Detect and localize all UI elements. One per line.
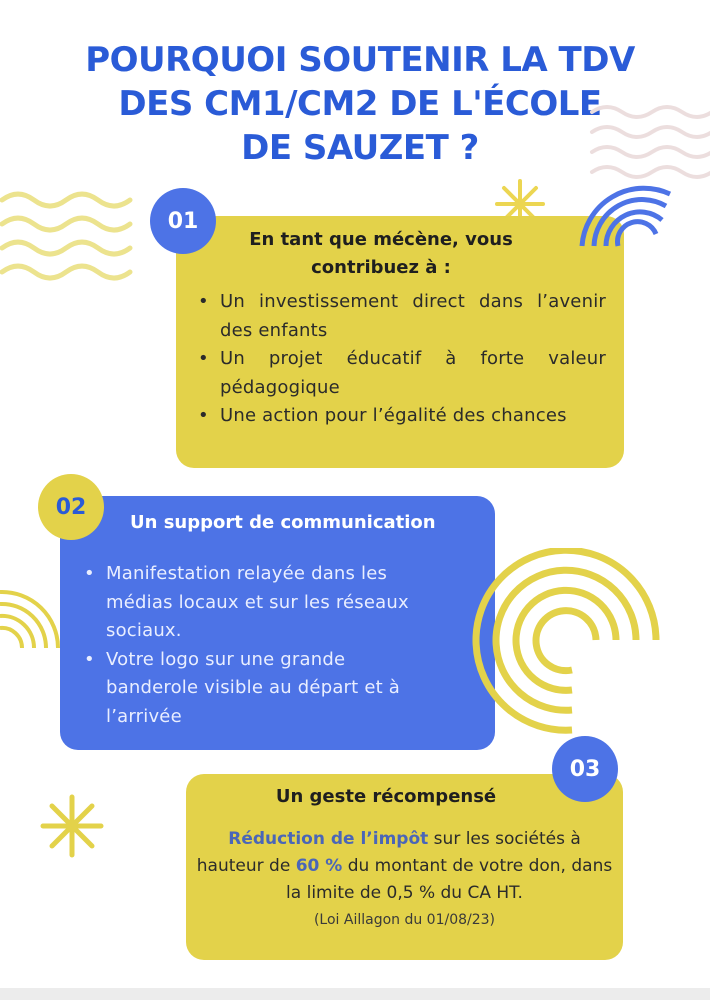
section-3-note: (Loi Aillagon du 01/08/23) <box>313 912 496 928</box>
section-1-list <box>196 288 606 431</box>
section-3-body <box>194 826 615 907</box>
tax-reduction-highlight: Réduction de l’impôt <box>228 829 429 849</box>
section-2-list <box>82 560 442 731</box>
list-item: • Votre logo sur une grande banderole visible au départ et à l’arrivée <box>82 646 442 732</box>
concentric-arcs-icon <box>0 588 62 650</box>
list-item: • Un investissement direct dans l’avenir des enfants <box>196 288 606 345</box>
title-line-3: DE SAUZET ? <box>241 128 479 168</box>
section-1-badge: 01 <box>150 188 216 254</box>
asterisk-icon <box>40 794 104 858</box>
title-line-1: POURQUOI SOUTENIR LA TDV <box>85 40 635 80</box>
wave-lines-icon <box>0 184 140 284</box>
section-1-title: En tant que mécène, vous contribuez à : <box>249 229 513 278</box>
list-item: • Un projet éducatif à forte valeur pédagogique <box>196 345 606 402</box>
list-item: • Une action pour l’égalité des chances <box>196 402 606 431</box>
section-card-3 <box>186 774 623 960</box>
concentric-arcs-icon <box>462 548 662 738</box>
section-2-badge: 02 <box>38 474 104 540</box>
section-3-text-1: sur les sociétés à hauteur de <box>196 829 581 876</box>
page-title <box>60 38 660 170</box>
section-3-badge: 03 <box>552 736 618 802</box>
percentage-highlight: 60 % <box>295 856 343 876</box>
list-item: • Manifestation relayée dans les médias locaux et sur les réseaux sociaux. <box>82 560 442 646</box>
wave-lines-icon <box>588 100 710 180</box>
section-card-1 <box>176 216 624 468</box>
section-2-title: Un support de communication <box>130 512 436 533</box>
title-line-2: DES CM1/CM2 DE L'ÉCOLE <box>118 84 602 124</box>
bottom-divider <box>0 988 710 1000</box>
section-3-title: Un geste récompensé <box>275 786 497 807</box>
concentric-arcs-icon <box>574 176 678 248</box>
section-card-2 <box>60 496 495 750</box>
section-3-text-2: du montant de votre don, dans la limite de 0,5 % du CA HT. <box>286 856 613 903</box>
